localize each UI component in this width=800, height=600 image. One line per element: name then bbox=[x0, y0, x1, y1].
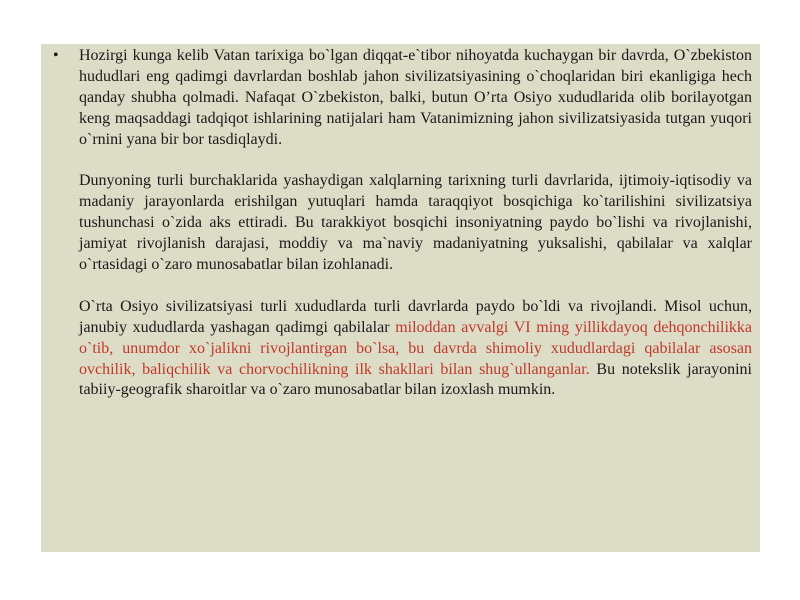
paragraph-1: Hozirgi kunga kelib Vatan tarixiga bo`lgan diqqat-e`tibor nihoyatda kuchaygan bir davrda, O`zbekiston hududlari eng qadimgi davrlardan boshlab jahon sivilizatsiyasining o`choqlaridan biri ekanligiga hech qanday shubha qolmadi. Nafaqat O`zbekiston, balki, butun O’rta Osiyo xududlarida olib borilayotgan keng maqsaddagi tadqiqot ishlarining natijalari ham Vatanimizning jahon sivilizatsiyasida tutgan yuqori o`rnini yana bir bor tasdiqlaydi. bbox=[79, 47, 752, 148]
paragraph-3-intro: O`rta Osiyo sivilizatsiyasi turli xududlarda turli davrlarda paydo bo`ldi va rivojlandi. Misol uchun, janubiy xududlarda yashagan qadimgi qabilalar bbox=[79, 297, 752, 336]
text-content bbox=[79, 46, 752, 422]
paragraph-3-conclusion: Bu notekslik jarayonini tabiiy-geografik sharoitlar va o`zaro munosabatlar bilan izoxlash mumkin. bbox=[79, 360, 753, 399]
bullet-marker: • bbox=[53, 47, 59, 64]
paragraph-3 bbox=[79, 297, 752, 402]
paragraph-2: Dunyoning turli burchaklarida yashaydigan xalqlarning tarixning turli davrlarida, ijtimoiy-iqtisodiy va madaniy jarayonlarda erishilgan yutuqlari hamda taraqqiyot bosqichiga ko`tarilishini sivilizatsiya tushunchasi o`zida aks ettiradi. Bu tarakkiyot bosqichi insoniyatning paydo bo`lishi va rivojlanishi, jamiyat rivojlanish darajasi, moddiy va ma`naviy madaniyatning yuksalishi, qabilalar va xalqlar o`rtasidagi o`zaro munosabatlar bilan izohlanadi. bbox=[79, 172, 752, 274]
text-panel bbox=[41, 44, 760, 552]
paragraph-3-highlight: miloddan avvalgi VI ming yillikdayoq dehqonchilikka o`tib, unumdor xo`jalikni rivojlantirgan bo`lsa, bu davrda shimoliy xududlardagi qabilalar asosan ovchilik, baliqchilik va chorvochilikning ilk shakllari bilan shug`ullanganlar. bbox=[79, 318, 753, 378]
